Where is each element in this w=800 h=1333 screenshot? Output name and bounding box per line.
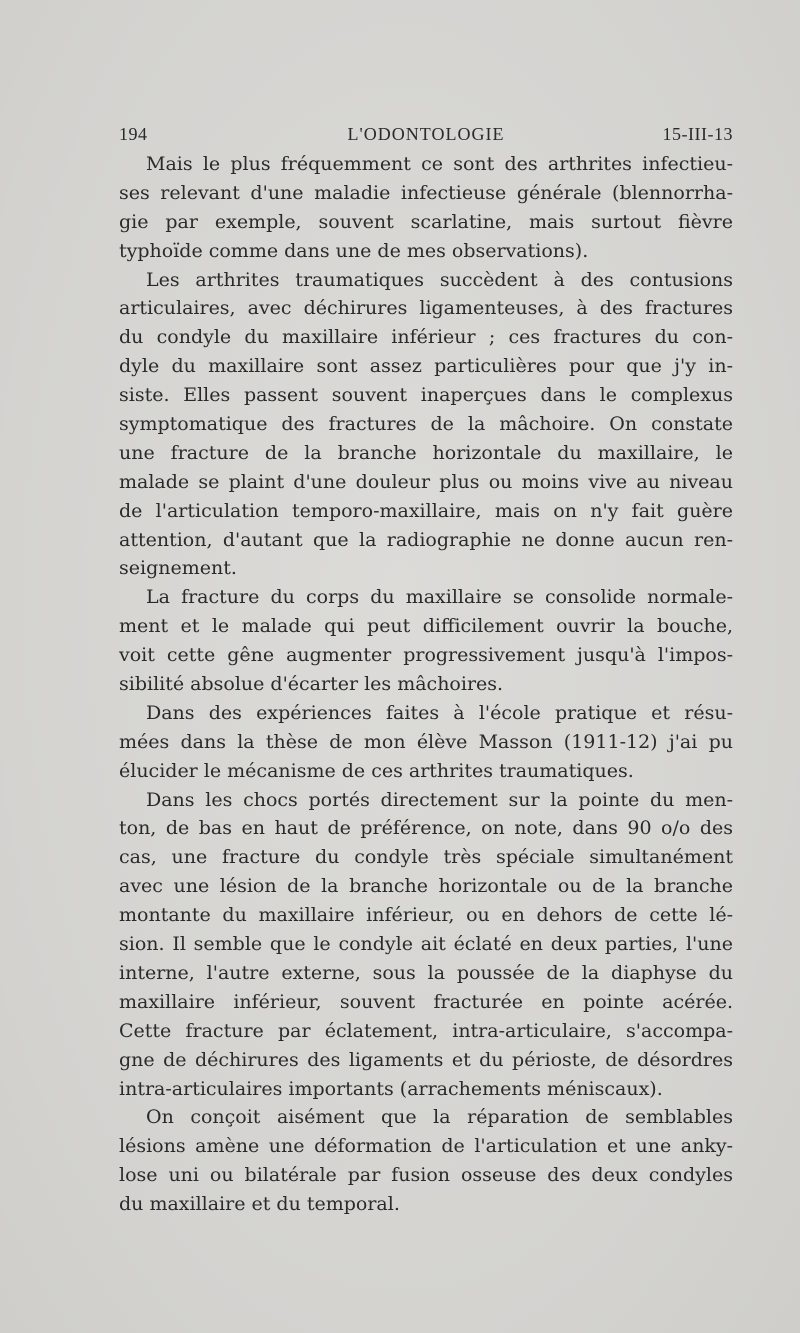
text-line: Cette fracture par éclatement, intra-articulaire, s'accompa- [119, 1019, 733, 1042]
text-line: gie par exemple, souvent scarlatine, mais surtout fièvre [119, 210, 733, 233]
text-line: sibilité absolue d'écarter les mâchoires. [119, 673, 504, 696]
text-line: élucider le mécanisme de ces arthrites traumatiques. [119, 759, 634, 782]
text-line: Mais le plus fréquemment ce sont des arthrites infectieu- [146, 153, 733, 175]
text-line: sion. Il semble que le condyle ait éclaté en deux parties, l'une [119, 933, 733, 956]
text-line: siste. Elles passent souvent inaperçues dans le complexus [119, 384, 733, 407]
text-line: Dans les chocs portés directement sur la pointe du men- [146, 788, 733, 811]
text-line: cas, une fracture du condyle très spéciale simultanément [119, 846, 733, 869]
text-line: Les arthrites traumatiques succèdent à des contusions [146, 268, 733, 291]
text-line: de l'articulation temporo-maxillaire, mais on n'y fait guère [119, 499, 733, 522]
text-line: ton, de bas en haut de préférence, on note, dans 90 o/o des [119, 817, 733, 840]
text-line: voit cette gêne augmenter progressivement jusqu'à l'impos- [119, 644, 733, 667]
page-header [119, 124, 733, 148]
text-line: ses relevant d'une maladie infectieuse générale (blennorrha- [119, 181, 733, 204]
text-line: symptomatique des fractures de la mâchoire. On constate [119, 413, 733, 436]
text-line: montante du maxillaire inférieur, ou en dehors de cette lé- [119, 904, 733, 927]
issue-date: 15-III-13 [662, 124, 733, 144]
text-line: typhoïde comme dans une de mes observations). [119, 239, 589, 262]
text-line: une fracture de la branche horizontale du maxillaire, le [119, 441, 733, 464]
text-line: seignement. [119, 557, 237, 580]
text-line: avec une lésion de la branche horizontale ou de la branche [119, 875, 733, 898]
text-line: interne, l'autre externe, sous la poussée de la diaphyse du [119, 961, 733, 984]
text-line: intra-articulaires importants (arrachements méniscaux). [119, 1077, 663, 1100]
text-line: lose uni ou bilatérale par fusion osseuse des deux condyles [119, 1164, 733, 1187]
text-line: du condyle du maxillaire inférieur ; ces fractures du con- [119, 326, 733, 349]
text-line: attention, d'autant que la radiographie ne donne aucun ren- [119, 528, 733, 551]
text-line: mées dans la thèse de mon élève Masson (1911-12) j'ai pu [119, 730, 733, 753]
text-line: maxillaire inférieur, souvent fracturée en pointe acérée. [119, 990, 733, 1013]
text-line: articulaires, avec déchirures ligamenteuses, à des fractures [119, 297, 733, 320]
text-line: dyle du maxillaire sont assez particulières pour que j'y in- [119, 355, 733, 378]
text-line: Dans des expériences faites à l'école pratique et résu- [146, 701, 733, 724]
text-line: du maxillaire et du temporal. [119, 1193, 400, 1216]
text-line: ment et le malade qui peut difficilement ouvrir la bouche, [119, 615, 733, 638]
text-line: On conçoit aisément que la réparation de semblables [146, 1106, 733, 1129]
page-number: 194 [119, 124, 148, 144]
running-title: L'ODONTOLOGIE [347, 124, 505, 144]
body-text [119, 150, 733, 1219]
text-line: gne de déchirures des ligaments et du périoste, de désordres [119, 1048, 733, 1071]
text-line: malade se plaint d'une douleur plus ou moins vive au niveau [119, 470, 733, 493]
text-line: La fracture du corps du maxillaire se consolide normale- [146, 586, 733, 609]
text-line: lésions amène une déformation de l'articulation et une anky- [119, 1135, 733, 1158]
